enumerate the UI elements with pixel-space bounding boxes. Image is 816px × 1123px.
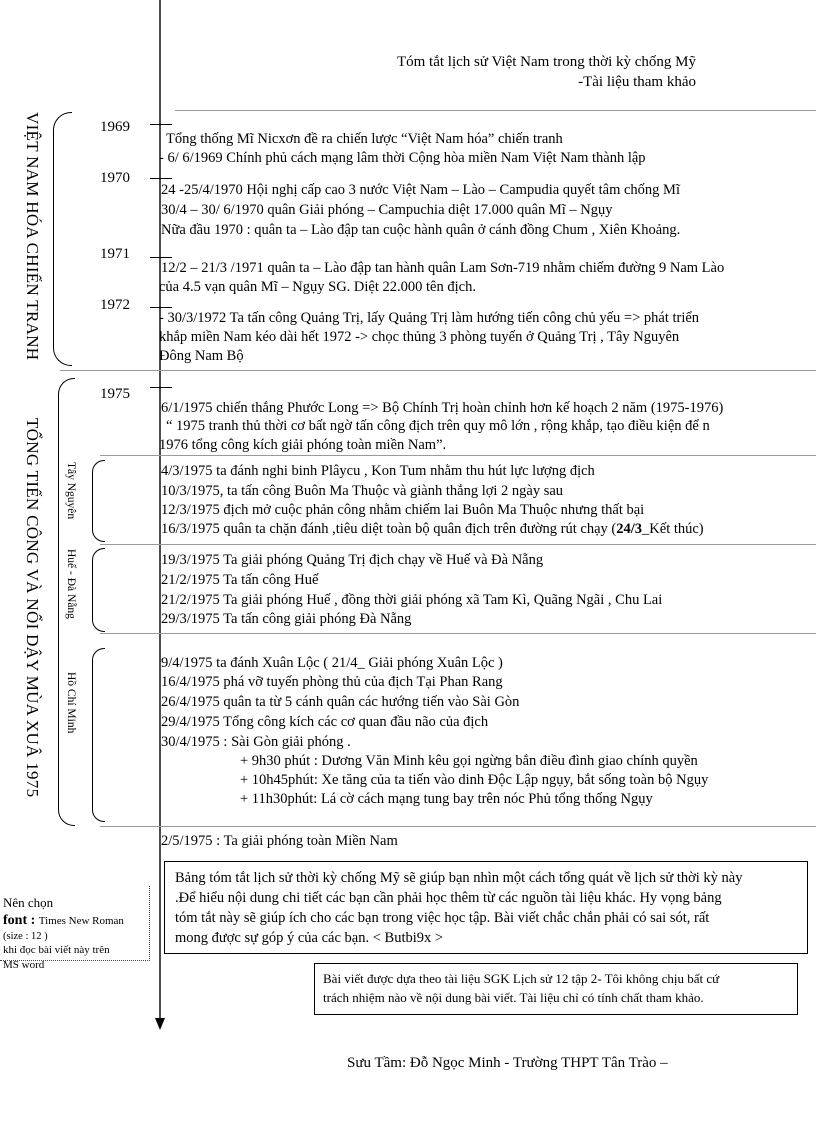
year-label: 1970 xyxy=(100,170,130,186)
separator-line xyxy=(175,110,816,111)
separator-line xyxy=(100,633,816,634)
label-ho-chi-minh: Hồ Chí Minh xyxy=(65,672,77,734)
event-text: _Kết thúc) xyxy=(642,521,704,537)
event-line: 6/1/1975 chiến thắng Phước Long => Bộ Chính Trị hoàn chỉnh hơn kế hoạch 2 năm (1975-1976) xyxy=(161,400,724,416)
font-note-font-label: font : xyxy=(3,913,39,928)
event-line: 4/3/1975 ta đánh nghi binh Plâycu , Kon Tum nhằm thu hút lực lượng địch xyxy=(161,463,595,479)
footer-credit: Sưu Tầm: Đỗ Ngọc Minh - Trường THPT Tân Trào – xyxy=(347,1055,668,1071)
summary-line: mong được sự góp ý của các bạn. < Butbi9x > xyxy=(175,930,444,946)
event-line: 26/4/1975 quân ta từ 5 cánh quân các hướng tiến vào Sài Gòn xyxy=(161,694,520,710)
document-subtitle: -Tài liệu tham khảo xyxy=(578,74,696,90)
event-line: khắp miền Nam kéo dài hết 1972 -> chọc thủng 3 phòng tuyến ở Quảng Trị , Tây Nguyên xyxy=(159,329,680,345)
event-line: 12/3/1975 địch mở cuộc phản công nhằm chiếm lai Buôn Ma Thuộc nhưng thất bại xyxy=(161,502,645,518)
brace-ho-chi-minh xyxy=(92,648,105,822)
summary-line: .Để hiểu nội dung chi tiết các bạn cần phải học thêm từ các nguồn tài liệu khác. Hy vọng bảng xyxy=(175,890,722,906)
year-label: 1972 xyxy=(100,297,130,313)
year-label: 1971 xyxy=(100,246,130,262)
event-line xyxy=(161,520,704,538)
event-line: 2/5/1975 : Ta giải phóng toàn Miền Nam xyxy=(161,833,398,849)
event-line: “ 1975 tranh thủ thời cơ bất ngờ tấn công địch trên quy mô lớn , rộng khắp, tạo điều kiện để n xyxy=(166,418,710,434)
label-hue-da-nang: Huế - Đà Nẵng xyxy=(65,549,77,619)
summary-line: tóm tắt này sẽ giúp ích cho các bạn trong việc học tập. Bài viết chắc chắn phải có sai sót, rất xyxy=(175,910,710,926)
year-tick xyxy=(150,178,172,179)
event-date-bold: 24/3 xyxy=(616,521,643,537)
event-line: Nữa đầu 1970 : quân ta – Lào đập tan cuộc hành quân ở cánh đồng Chum , Xiên Khoảng. xyxy=(161,222,681,238)
event-line: 21/2/1975 Ta tấn công Huế xyxy=(161,572,319,588)
disclaimer-line: Bài viết được dựa theo tài liệu SGK Lịch sử 12 tập 2- Tôi không chịu bất cứ xyxy=(323,971,720,986)
year-tick xyxy=(150,257,172,258)
font-note-line: Nên chọn xyxy=(3,895,54,910)
event-line: + 11h30phút: Lá cờ cách mạng tung bay trên nóc Phủ tổng thống Ngụy xyxy=(240,791,653,807)
event-line: 30/4/1975 : Sài Gòn giải phóng . xyxy=(161,734,351,750)
disclaimer-line: trách nhiệm nào về nội dung bài viết. Tài liệu chỉ có tính chất tham khảo. xyxy=(323,990,704,1005)
event-line: - 6/ 6/1969 Chính phủ cách mạng lâm thời Cộng hòa miền Nam Việt Nam thành lập xyxy=(159,150,646,166)
disclaimer-box xyxy=(314,963,798,1015)
separator-line xyxy=(60,370,816,371)
label-tay-nguyen: Tây Nguyên xyxy=(65,462,77,520)
event-line: 29/4/1975 Tổng công kích các cơ quan đầu não của địch xyxy=(161,714,489,730)
event-line: 9/4/1975 ta đánh Xuân Lộc ( 21/4_ Giải phóng Xuân Lộc ) xyxy=(161,655,503,671)
font-note-line: MS word xyxy=(3,959,45,971)
brace-vnh xyxy=(53,112,72,366)
separator-line xyxy=(100,826,816,827)
summary-line: Bảng tóm tắt lịch sử thời kỳ chống Mỹ sẽ giúp bạn nhìn một cách tổng quát về lịch sử thời kỳ này xyxy=(175,870,743,886)
event-line: 21/2/1975 Ta giải phóng Huế , đồng thời giải phóng xã Tam Kì, Quãng Ngãi , Chu Lai xyxy=(161,592,663,608)
event-line: Tổng thống Mĩ Nicxơn đề ra chiến lược “Việt Nam hóa” chiến tranh xyxy=(166,131,563,147)
font-note-font xyxy=(3,911,149,930)
event-line: của 4.5 vạn quân Mĩ – Ngụy SG. Diệt 22.000 tên địch. xyxy=(159,279,476,295)
event-line: 16/4/1975 phá vỡ tuyến phòng thủ của địch Tại Phan Rang xyxy=(161,674,503,690)
event-line: Đông Nam Bộ xyxy=(159,348,244,364)
event-line: 19/3/1975 Ta giải phóng Quảng Trị địch chạy về Huế và Đà Nẵng xyxy=(161,552,544,568)
brace-hue-da-nang xyxy=(92,548,105,632)
event-line: 12/2 – 21/3 /1971 quân ta – Lào đập tan hành quân Lam Sơn-719 nhằm chiếm đường 9 Nam Lào xyxy=(161,260,725,276)
font-note-box xyxy=(0,886,150,971)
event-line: 24 -25/4/1970 Hội nghị cấp cao 3 nước Việt Nam – Lào – Campudia quyết tâm chống Mĩ xyxy=(161,182,680,198)
font-note-size: (size : 12 ) xyxy=(3,931,48,942)
summary-box xyxy=(164,861,808,954)
brace-tay-nguyen xyxy=(92,460,105,542)
event-line: + 10h45phút: Xe tăng của ta tiến vào dinh Độc Lập ngụy, bắt sống toàn bộ Ngụy xyxy=(240,772,709,788)
label-tong-tien-cong: TỔNG TIẾN CÔNG VÀ NỔI DẬY MÙA XUÂ 1975 xyxy=(23,418,42,798)
event-line: - 30/3/1972 Ta tấn công Quảng Trị, lấy Quảng Trị làm hướng tiến công chủ yếu => phát triển xyxy=(159,310,700,326)
year-tick xyxy=(150,307,172,308)
event-line: 30/4 – 30/ 6/1970 quân Giải phóng – Campuchia diệt 17.000 quân Mĩ – Ngụy xyxy=(161,202,613,218)
font-note-font-name: Times New Roman xyxy=(38,915,124,927)
year-label: 1969 xyxy=(100,119,130,135)
event-line: + 9h30 phút : Dương Văn Minh kêu gọi ngừng bắn điều đình giao chính quyền xyxy=(240,753,698,769)
document-title: Tóm tắt lịch sử Việt Nam trong thời kỳ chống Mỹ xyxy=(396,54,696,70)
year-label: 1975 xyxy=(100,386,130,402)
event-line: 10/3/1975, ta tấn công Buôn Ma Thuộc và giành thắng lợi 2 ngày sau xyxy=(161,483,564,499)
separator-line xyxy=(100,544,816,545)
year-tick xyxy=(150,387,172,388)
year-tick xyxy=(150,124,172,125)
event-text: 16/3/1975 quân ta chặn đánh ,tiêu diệt toàn bộ quân địch trên đường rút chạy ( xyxy=(161,521,617,537)
separator-line xyxy=(100,455,816,456)
label-viet-nam-hoa-chien-tranh: VIỆT NAM HÓA CHIẾN TRANH xyxy=(23,112,42,361)
event-line: 1976 tổng công kích giải phóng toàn miền Nam”. xyxy=(159,437,447,453)
font-note-line: khi đọc bài viết này trên xyxy=(3,944,110,956)
event-line: 29/3/1975 Ta tấn công giải phóng Đà Nẵng xyxy=(161,611,412,627)
